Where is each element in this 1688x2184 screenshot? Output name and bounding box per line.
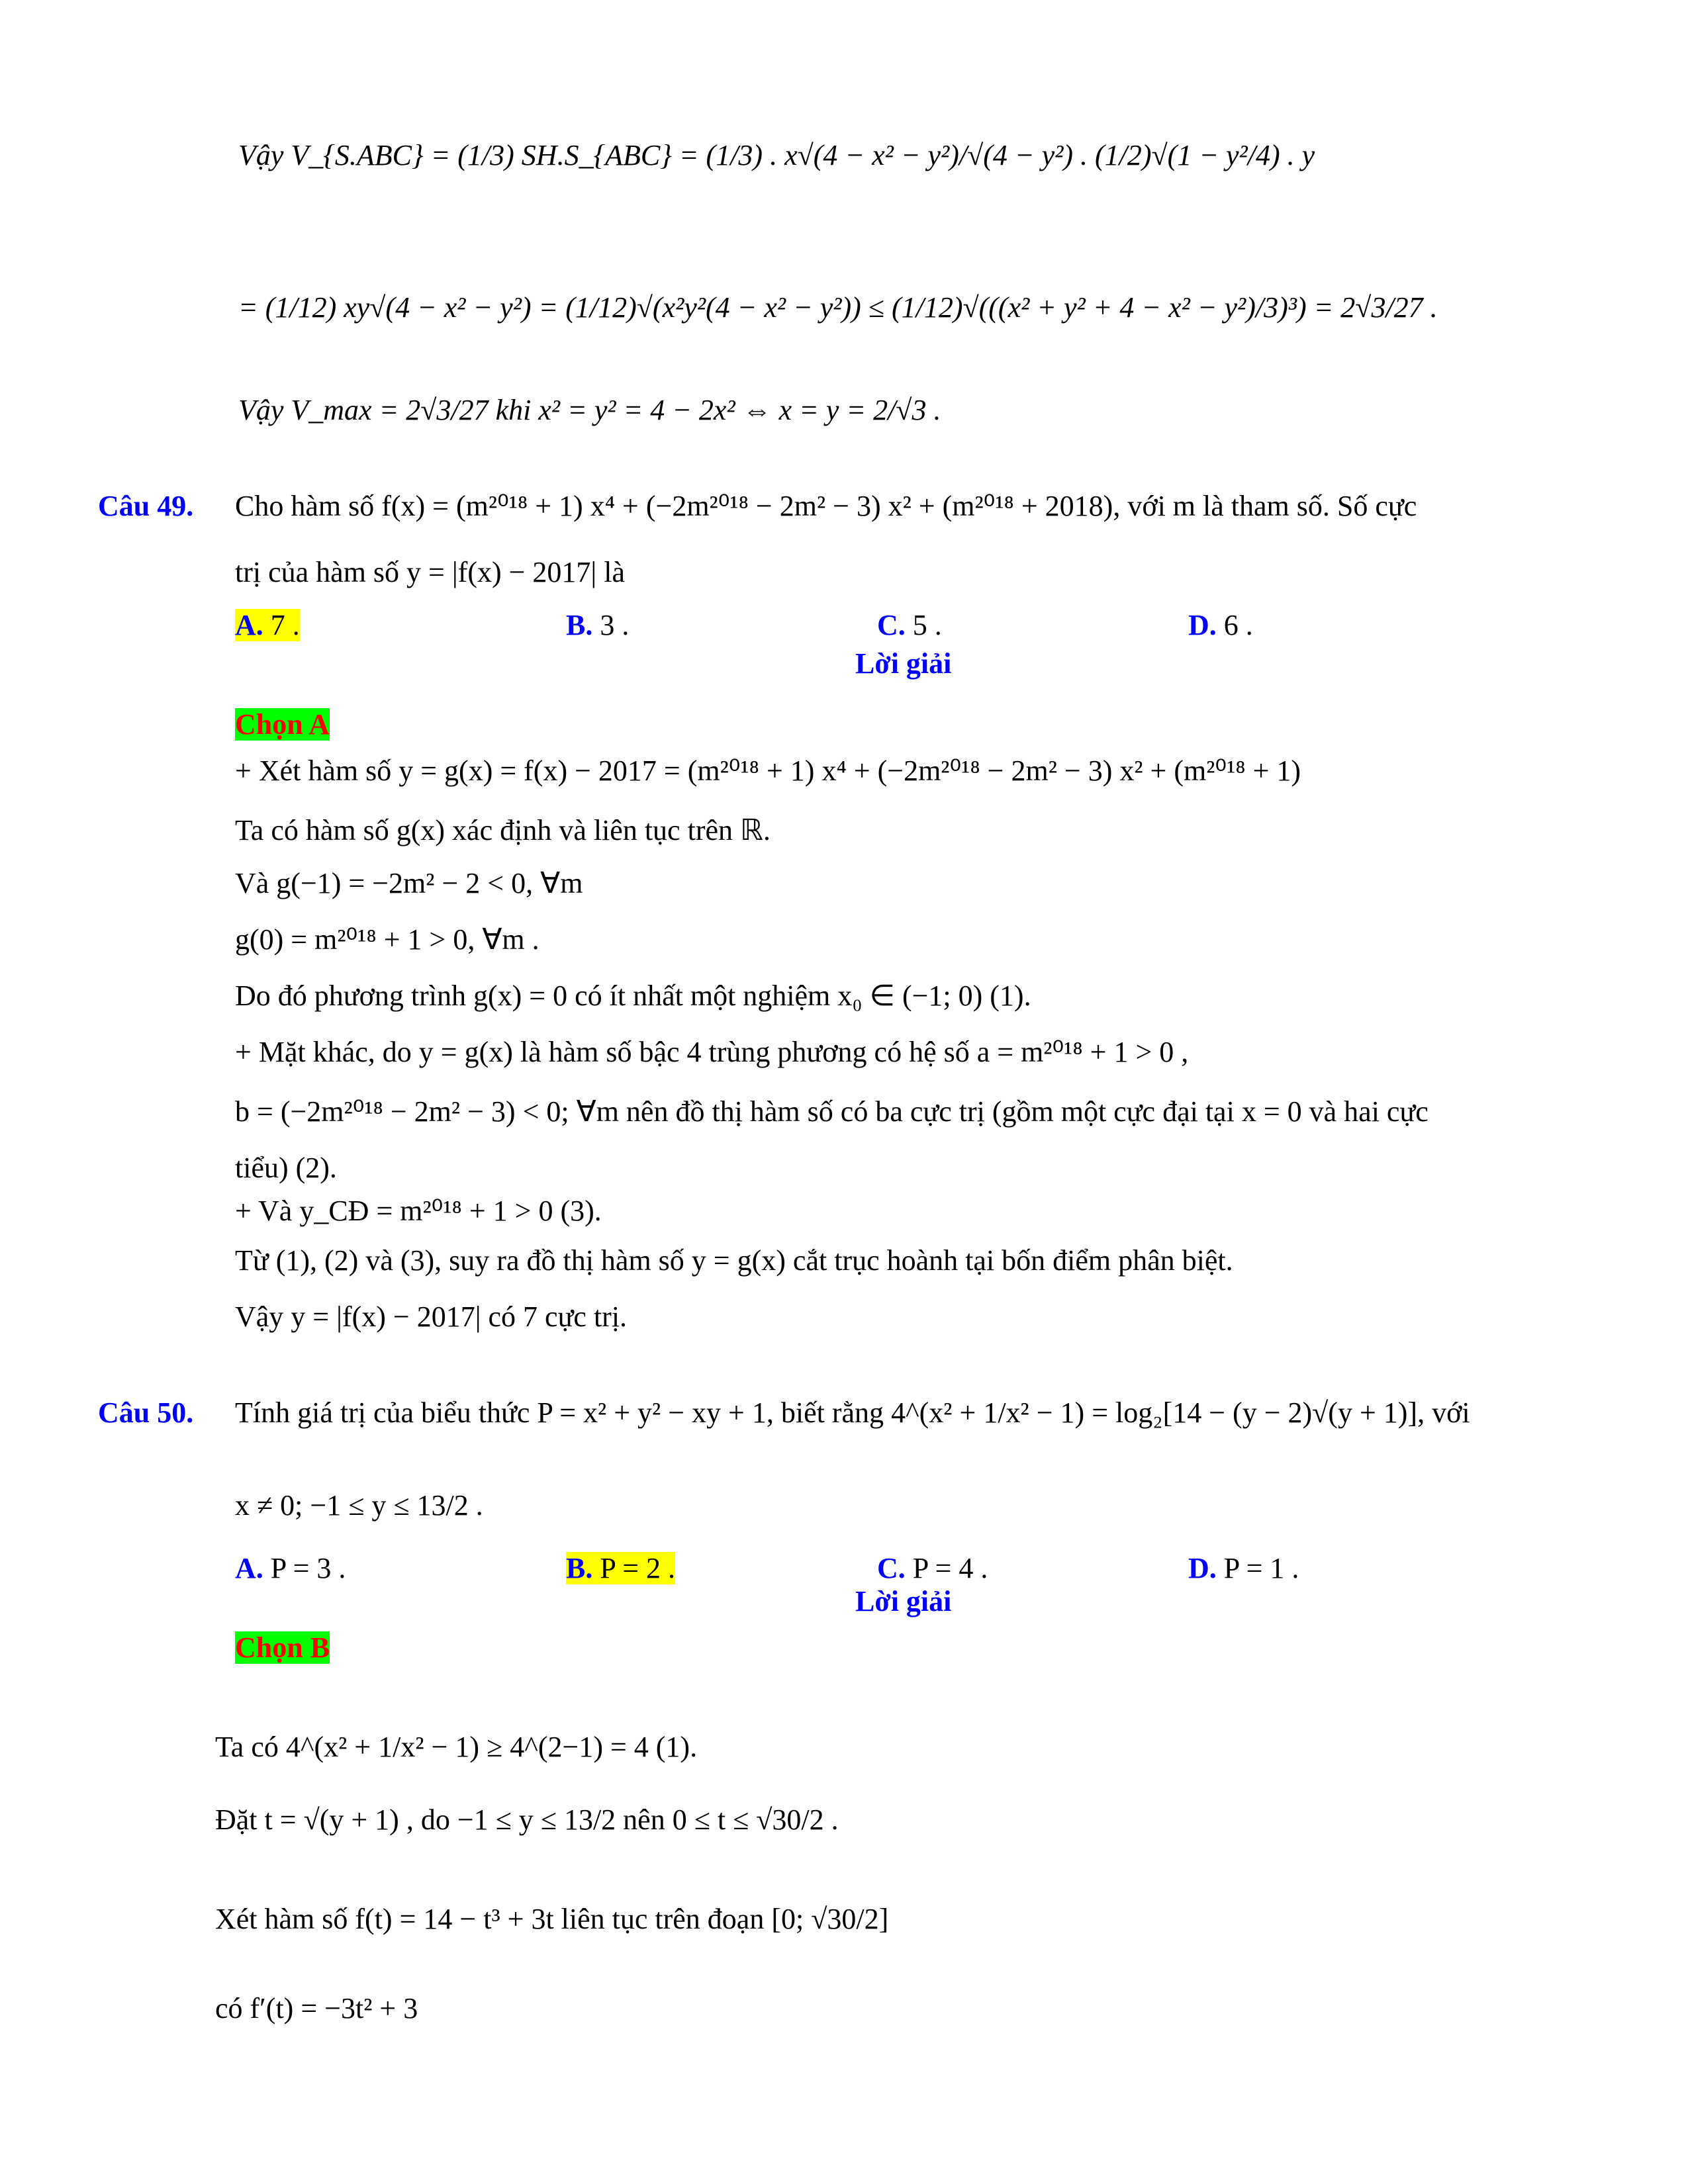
q50-option-a-key: A. xyxy=(235,1552,263,1584)
q50-option-a-value: P = 3 . xyxy=(263,1552,346,1584)
q49-sol-line-11: Vậy y = |f(x) − 2017| có 7 cực trị. xyxy=(235,1300,628,1333)
q49-option-c-value: 5 . xyxy=(905,609,942,641)
q49-option-a[interactable] xyxy=(235,609,300,643)
q49-sol-line-3: Và g(−1) = −2m² − 2 < 0, ∀m xyxy=(235,867,583,899)
q49-sol-line-5: Do đó phương trình g(x) = 0 có ít nhất một nghiệm x₀ ∈ (−1; 0) (1). xyxy=(235,979,1031,1012)
q50-choice-badge xyxy=(235,1631,330,1665)
q50-option-c-value: P = 4 . xyxy=(905,1552,988,1584)
q50-option-d[interactable] xyxy=(1188,1552,1299,1586)
q50-solution-title: Lời giải xyxy=(855,1585,952,1617)
q50-option-b[interactable] xyxy=(566,1552,675,1586)
q49-sol-line-10: Từ (1), (2) và (3), suy ra đồ thị hàm số y = g(x) cắt trục hoành tại bốn điểm phân biệt. xyxy=(235,1244,1233,1277)
q50-sol-line-3: Xét hàm số f(t) = 14 − t³ + 3t liên tục trên đoạn [0; √30/2] xyxy=(215,1903,889,1935)
q49-stem-line-2: trị của hàm số y = |f(x) − 2017| là xyxy=(235,556,625,588)
q49-label: Câu 49. xyxy=(98,490,194,522)
q50-option-b-value: P = 2 . xyxy=(592,1552,676,1584)
q50-option-d-key: D. xyxy=(1188,1552,1217,1584)
q50-choice-label: Chọn B xyxy=(235,1631,330,1664)
q49-option-a-key: A. xyxy=(235,609,263,641)
q49-sol-line-1: + Xét hàm số y = g(x) = f(x) − 2017 = (m²⁰¹⁸ + 1) x⁴ + (−2m²⁰¹⁸ − 2m² − 3) x² + (m²⁰¹⁸ + 1) xyxy=(235,754,1301,787)
q49-option-b-value: 3 . xyxy=(592,609,630,641)
q49-sol-line-7: b = (−2m²⁰¹⁸ − 2m² − 3) < 0; ∀m nên đồ thị hàm số có ba cực trị (gồm một cực đại tại x = 0 và hai cực xyxy=(235,1095,1429,1128)
prev-line-3: Vậy V_max = 2√3/27 khi x² = y² = 4 − 2x² ⇔ x = y = 2/√3 . xyxy=(238,394,941,426)
q49-stem-line-1: Cho hàm số f(x) = (m²⁰¹⁸ + 1) x⁴ + (−2m²⁰¹⁸ − 2m² − 3) x² + (m²⁰¹⁸ + 2018), với m là tham số. Số cực xyxy=(235,490,1417,522)
q49-option-a-value: 7 . xyxy=(263,609,300,641)
q50-option-c[interactable] xyxy=(877,1552,988,1586)
prev-line-1: Vậy V_{S.ABC} = (1/3) SH.S_{ABC} = (1/3) . x√(4 − x² − y²)/√(4 − y²) . (1/2)√(1 − y²/4) . y xyxy=(238,139,1315,171)
q49-option-c[interactable] xyxy=(877,609,942,643)
q49-sol-line-4: g(0) = m²⁰¹⁸ + 1 > 0, ∀m . xyxy=(235,923,539,956)
q49-option-d-key: D. xyxy=(1188,609,1217,641)
q49-option-c-key: C. xyxy=(877,609,906,641)
q49-solution-title: Lời giải xyxy=(855,647,952,680)
q49-option-b[interactable] xyxy=(566,609,629,643)
q49-sol-line-8: tiểu) (2). xyxy=(235,1152,337,1184)
q50-sol-line-2: Đặt t = √(y + 1) , do −1 ≤ y ≤ 13/2 nên 0 ≤ t ≤ √30/2 . xyxy=(215,1803,839,1836)
q49-choice-label: Chọn A xyxy=(235,708,330,741)
q49-choice-badge xyxy=(235,708,330,742)
q49-option-b-key: B. xyxy=(566,609,593,641)
q50-option-d-value: P = 1 . xyxy=(1216,1552,1299,1584)
q50-option-a[interactable] xyxy=(235,1552,346,1586)
q49-sol-line-2: Ta có hàm số g(x) xác định và liên tục trên ℝ. xyxy=(235,814,771,846)
prev-line-2: = (1/12) xy√(4 − x² − y²) = (1/12)√(x²y²(4 − x² − y²)) ≤ (1/12)√(((x² + y² + 4 − x² − y²)/3)³) = 2√3/27 . xyxy=(238,291,1438,324)
q49-sol-line-6: + Mặt khác, do y = g(x) là hàm số bậc 4 trùng phương có hệ số a = m²⁰¹⁸ + 1 > 0 , xyxy=(235,1036,1189,1068)
q50-stem-line-1: Tính giá trị của biểu thức P = x² + y² − xy + 1, biết rằng 4^(x² + 1/x² − 1) = log₂[14 − (y − 2)√(y + 1)], với xyxy=(235,1396,1470,1429)
q49-option-d-value: 6 . xyxy=(1216,609,1253,641)
q49-sol-line-9: + Và y_CĐ = m²⁰¹⁸ + 1 > 0 (3). xyxy=(235,1195,602,1227)
q50-stem-line-2: x ≠ 0; −1 ≤ y ≤ 13/2 . xyxy=(235,1489,483,1522)
q50-sol-line-1: Ta có 4^(x² + 1/x² − 1) ≥ 4^(2−1) = 4 (1). xyxy=(215,1731,698,1763)
q50-option-b-key: B. xyxy=(566,1552,593,1584)
q50-label: Câu 50. xyxy=(98,1396,194,1429)
q50-sol-line-4: có f′(t) = −3t² + 3 xyxy=(215,1992,418,2025)
q50-option-c-key: C. xyxy=(877,1552,906,1584)
q49-option-d[interactable] xyxy=(1188,609,1253,643)
